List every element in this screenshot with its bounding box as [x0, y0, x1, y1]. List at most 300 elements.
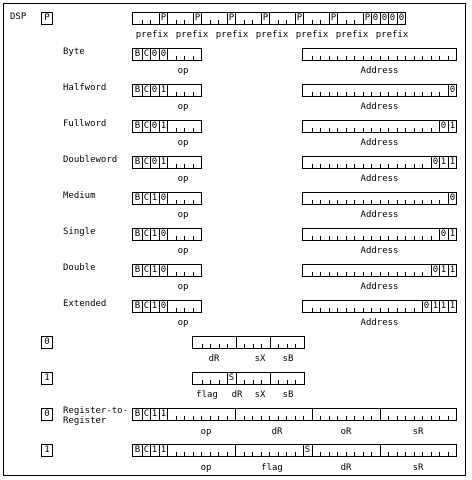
rr0-register-tick — [295, 416, 296, 420]
opcode-register-fullword-bit: 0 — [151, 121, 158, 131]
reg0-register-divider — [236, 337, 237, 348]
reg1-dr-label: dR — [231, 390, 243, 400]
opcode-register-byte-tick — [193, 56, 194, 60]
opcode-register-fullword-bit: C — [143, 121, 150, 131]
prefix-register-tick — [210, 20, 211, 24]
prefix-register-bit: 0 — [381, 13, 388, 23]
address-register-fullword-tick — [422, 128, 423, 132]
address-register-byte-tick — [431, 56, 432, 60]
address-register-medium-tick — [337, 200, 338, 204]
opcode-register-fullword-tick — [184, 128, 185, 132]
address-register-single-tick — [397, 236, 398, 240]
rr1-register-tick — [414, 452, 415, 456]
address-register-double — [302, 264, 457, 277]
opcode-register-extended-tick — [193, 308, 194, 312]
prefix-register-tick — [176, 20, 177, 24]
rr1-dr-label: dR — [340, 463, 352, 473]
address-register-double-tick — [380, 272, 381, 276]
address-register-medium-tick — [354, 200, 355, 204]
opcode-register-medium-tick — [193, 200, 194, 204]
address-register-double-tick — [414, 272, 415, 276]
address-register-single-tick — [380, 236, 381, 240]
address-register-single-tick — [354, 236, 355, 240]
rr0-register-tick — [244, 416, 245, 420]
address-register-halfword-tick — [422, 92, 423, 96]
rr0-register-tick — [252, 416, 253, 420]
opcode-register-doubleword-bit: C — [143, 157, 150, 167]
opcode-register-extended — [132, 300, 202, 313]
address-register-extended-tick — [337, 308, 338, 312]
reg0-register — [192, 336, 305, 349]
address-register-single-tick — [312, 236, 313, 240]
prefix-register-bit: P — [364, 13, 371, 23]
address-register-single-tick — [431, 236, 432, 240]
prefix-register-tick — [312, 20, 313, 24]
rr0-tag — [41, 408, 53, 421]
rr1-register-tick — [354, 452, 355, 456]
reg0-tag — [41, 336, 53, 349]
rr0-register-bit: B — [134, 409, 141, 419]
rr0-register-tick — [422, 416, 423, 420]
rr0-register-bit: 1 — [160, 409, 167, 419]
reg0-sx-label: sX — [254, 354, 266, 364]
rr1-register-tick — [218, 452, 219, 456]
address-register-double-bit: 0 — [432, 265, 439, 275]
address-register-fullword-tick — [405, 128, 406, 132]
opcode-register-single-bit: C — [143, 229, 150, 239]
opcode-register-single-tick — [193, 236, 194, 240]
prefix-register-bit: 0 — [398, 13, 405, 23]
address-register-byte — [302, 48, 457, 61]
rr0-register-tick — [269, 416, 270, 420]
address-register-byte-tick — [371, 56, 372, 60]
op-label: op — [177, 318, 189, 328]
prefix-register-tick — [320, 20, 321, 24]
op-label: op — [177, 246, 189, 256]
dsp-label: DSP — [10, 12, 27, 22]
address-register-single-tick — [422, 236, 423, 240]
address-register-single-tick — [414, 236, 415, 240]
address-register-doubleword-tick — [312, 164, 313, 168]
address-register-medium-tick — [439, 200, 440, 204]
prefix-label: prefix — [175, 30, 209, 40]
address-register-medium-bit: 0 — [449, 193, 456, 203]
rr1-register-tick — [371, 452, 372, 456]
reg0-register-tick — [253, 344, 254, 348]
address-label: Address — [360, 66, 399, 76]
opcode-register-double-bit: C — [143, 265, 150, 275]
address-register-doubleword-tick — [337, 164, 338, 168]
address-register-double-tick — [354, 272, 355, 276]
rr0-register-tick — [176, 416, 177, 420]
prefix-register-tick — [218, 20, 219, 24]
reg1-register-tick — [202, 380, 203, 384]
opcode-register-byte-bit: 0 — [160, 49, 167, 59]
opcode-register-halfword-tick — [193, 92, 194, 96]
address-register-double-tick — [363, 272, 364, 276]
rr0-op-label: op — [200, 427, 212, 437]
opcode-register-byte-bit: C — [143, 49, 150, 59]
address-register-fullword-tick — [431, 128, 432, 132]
address-register-fullword-tick — [312, 128, 313, 132]
address-register-byte-tick — [414, 56, 415, 60]
opcode-register-medium-bit: 0 — [160, 193, 167, 203]
reg0-register-tick — [219, 344, 220, 348]
opcode-register-single — [132, 228, 202, 241]
rr0-register-tick — [346, 416, 347, 420]
address-register-double-tick — [329, 272, 330, 276]
rr1-register — [132, 444, 457, 457]
rr0-register-divider — [312, 409, 313, 420]
address-register-halfword-tick — [405, 92, 406, 96]
address-register-doubleword-tick — [405, 164, 406, 168]
opcode-register-fullword-tick — [193, 128, 194, 132]
rr0-register-tick — [337, 416, 338, 420]
address-label: Address — [360, 246, 399, 256]
opcode-register-halfword-bit: 0 — [151, 85, 158, 95]
rr1-register-divider — [380, 445, 381, 456]
rr1-op-label: op — [200, 463, 212, 473]
address-register-fullword-tick — [354, 128, 355, 132]
rr0-register-tick — [261, 416, 262, 420]
address-register-double-bit: 1 — [440, 265, 447, 275]
address-register-fullword-tick — [397, 128, 398, 132]
address-register-halfword-tick — [439, 92, 440, 96]
rr1-register-tick — [244, 452, 245, 456]
address-register-medium — [302, 192, 457, 205]
address-register-fullword-bit: 0 — [440, 121, 447, 131]
address-register-single-tick — [371, 236, 372, 240]
address-register-medium-tick — [363, 200, 364, 204]
format-name-byte: Byte — [63, 47, 85, 57]
address-register-double-bit: 1 — [449, 265, 456, 275]
address-register-byte-tick — [312, 56, 313, 60]
opcode-register-extended-tick — [184, 308, 185, 312]
address-label: Address — [360, 210, 399, 220]
format-name-double: Double — [63, 263, 96, 273]
rr0-register-tick — [397, 416, 398, 420]
address-register-doubleword-tick — [329, 164, 330, 168]
address-register-double-tick — [371, 272, 372, 276]
rr0-register-divider — [380, 409, 381, 420]
rr0-register-tick — [439, 416, 440, 420]
prefix-register-tick — [150, 20, 151, 24]
prefix-register-tick — [346, 20, 347, 24]
address-register-fullword-tick — [337, 128, 338, 132]
reg1-register — [192, 372, 305, 385]
address-register-single-bit: 0 — [440, 229, 447, 239]
address-register-halfword-tick — [431, 92, 432, 96]
opcode-register-medium-tick — [184, 200, 185, 204]
prefix-register-bit: 0 — [372, 13, 379, 23]
rr1-register-tick — [286, 452, 287, 456]
address-register-medium-tick — [329, 200, 330, 204]
address-register-single-bit: 1 — [449, 229, 456, 239]
address-register-byte-tick — [329, 56, 330, 60]
address-register-double-tick — [320, 272, 321, 276]
address-register-halfword-tick — [346, 92, 347, 96]
address-register-byte-tick — [337, 56, 338, 60]
prefix-register-bit: P — [262, 13, 269, 23]
reg1-register-tick — [261, 380, 262, 384]
address-label: Address — [360, 102, 399, 112]
opcode-register-halfword-bit: 1 — [160, 85, 167, 95]
rr1-register-tick — [184, 452, 185, 456]
rr0-register-tick — [218, 416, 219, 420]
address-register-medium-tick — [414, 200, 415, 204]
reg1-register-tick — [278, 380, 279, 384]
rr1-register-tick — [431, 452, 432, 456]
address-register-doubleword-tick — [371, 164, 372, 168]
address-register-fullword-tick — [414, 128, 415, 132]
opcode-register-double-tick — [193, 272, 194, 276]
address-label: Address — [360, 174, 399, 184]
address-register-byte-tick — [363, 56, 364, 60]
address-register-extended-tick — [354, 308, 355, 312]
rr0-register-tick — [371, 416, 372, 420]
rr0-register-tick — [431, 416, 432, 420]
prefix-register — [132, 12, 406, 25]
address-register-medium-tick — [388, 200, 389, 204]
prefix-label: prefix — [335, 30, 369, 40]
prefix-label: prefix — [215, 30, 249, 40]
opcode-register-single-bit: 0 — [160, 229, 167, 239]
rr0-register-tick — [363, 416, 364, 420]
rr0-register-tick — [414, 416, 415, 420]
rr0-register-tick — [286, 416, 287, 420]
opcode-register-byte — [132, 48, 202, 61]
rr1-register-tick — [363, 452, 364, 456]
address-register-extended-tick — [329, 308, 330, 312]
opcode-register-double — [132, 264, 202, 277]
rr0-register-tick — [193, 416, 194, 420]
reg0-register-tick — [295, 344, 296, 348]
address-register-fullword-tick — [388, 128, 389, 132]
opcode-register-doubleword-tick — [193, 164, 194, 168]
address-register-extended-bit: 0 — [423, 301, 430, 311]
rr1-register-divider — [312, 445, 313, 456]
reg1-sx-label: sX — [254, 390, 266, 400]
prefix-register-tick — [252, 20, 253, 24]
address-register-extended-tick — [346, 308, 347, 312]
rr0-register-tick — [329, 416, 330, 420]
prefix-register-tick — [278, 20, 279, 24]
rr1-tag-text: 1 — [44, 445, 50, 455]
reg0-register-tick — [202, 344, 203, 348]
format-name-extended: Extended — [63, 299, 107, 309]
format-name-fullword: Fullword — [63, 119, 107, 129]
prefix-register-tick — [184, 20, 185, 24]
rr0-register-divider — [235, 409, 236, 420]
rr1-register-tick — [176, 452, 177, 456]
prefix-register-bit: P — [296, 13, 303, 23]
rr1-register-tick — [269, 452, 270, 456]
address-register-extended-tick — [363, 308, 364, 312]
address-register-medium-tick — [346, 200, 347, 204]
opcode-register-medium — [132, 192, 202, 205]
opcode-register-doubleword-bit: 1 — [160, 157, 167, 167]
reg1-register-tick — [210, 380, 211, 384]
reg1-register-divider — [270, 373, 271, 384]
address-register-extended-tick — [320, 308, 321, 312]
op-label: op — [177, 282, 189, 292]
reg1-register-tick — [287, 380, 288, 384]
prefix-label: prefix — [255, 30, 289, 40]
opcode-register-byte-tick — [176, 56, 177, 60]
opcode-register-fullword-tick — [176, 128, 177, 132]
rr1-tag — [41, 444, 53, 457]
opcode-register-double-bit: 0 — [160, 265, 167, 275]
address-register-extended-bit: 1 — [440, 301, 447, 311]
address-register-halfword-tick — [320, 92, 321, 96]
address-register-single — [302, 228, 457, 241]
opcode-register-double-tick — [176, 272, 177, 276]
address-register-fullword-tick — [320, 128, 321, 132]
address-register-extended-tick — [397, 308, 398, 312]
address-register-halfword-tick — [354, 92, 355, 96]
opcode-register-medium-bit: C — [143, 193, 150, 203]
format-name-halfword: Halfword — [63, 83, 107, 93]
reg1-sb-label: sB — [282, 390, 294, 400]
address-register-halfword-tick — [337, 92, 338, 96]
rr1-register-tick — [346, 452, 347, 456]
prefix-register-tick — [286, 20, 287, 24]
address-register-fullword — [302, 120, 457, 133]
address-register-single-tick — [388, 236, 389, 240]
opcode-register-extended-bit: B — [134, 301, 141, 311]
rr1-register-bit: 1 — [160, 445, 167, 455]
rr0-dr-label: dR — [271, 427, 283, 437]
address-register-double-tick — [346, 272, 347, 276]
rr1-register-tick — [405, 452, 406, 456]
address-register-byte-tick — [354, 56, 355, 60]
address-register-double-tick — [337, 272, 338, 276]
opcode-register-doubleword-bit: 0 — [151, 157, 158, 167]
rr1-register-tick — [448, 452, 449, 456]
opcode-register-single-bit: 1 — [151, 229, 158, 239]
rr1-register-tick — [227, 452, 228, 456]
address-register-fullword-tick — [329, 128, 330, 132]
opcode-register-halfword — [132, 84, 202, 97]
opcode-register-double-tick — [184, 272, 185, 276]
address-register-halfword-tick — [397, 92, 398, 96]
rr1-register-bit: S — [304, 445, 311, 455]
opcode-register-doubleword — [132, 156, 202, 169]
address-register-medium-tick — [422, 200, 423, 204]
prefix-register-bit: P — [160, 13, 167, 23]
prefix-register-tick — [142, 20, 143, 24]
reg1-flag-label: flag — [196, 390, 218, 400]
rr0-register-tick — [227, 416, 228, 420]
prefix-label: prefix — [135, 30, 169, 40]
rr0-register-tick — [184, 416, 185, 420]
address-register-doubleword-tick — [380, 164, 381, 168]
opcode-register-halfword-bit: C — [143, 85, 150, 95]
address-register-fullword-tick — [346, 128, 347, 132]
rr0-tag-text: 0 — [44, 409, 50, 419]
rr0-name-line2: Register — [63, 416, 107, 426]
opcode-register-fullword-bit: B — [134, 121, 141, 131]
reg0-register-tick — [210, 344, 211, 348]
address-register-halfword — [302, 84, 457, 97]
opcode-register-doubleword-bit: B — [134, 157, 141, 167]
opcode-register-extended-bit: 1 — [151, 301, 158, 311]
rr1-register-tick — [337, 452, 338, 456]
rr1-register-tick — [201, 452, 202, 456]
rr0-register-tick — [278, 416, 279, 420]
address-register-extended-tick — [380, 308, 381, 312]
address-register-extended-bit: 1 — [432, 301, 439, 311]
address-register-double-tick — [312, 272, 313, 276]
rr0-register-tick — [354, 416, 355, 420]
rr0-register — [132, 408, 457, 421]
address-register-medium-tick — [405, 200, 406, 204]
address-register-byte-tick — [448, 56, 449, 60]
rr1-register-tick — [320, 452, 321, 456]
address-label: Address — [360, 282, 399, 292]
op-label: op — [177, 174, 189, 184]
reg0-register-tick — [244, 344, 245, 348]
address-register-extended-tick — [388, 308, 389, 312]
reg0-sb-label: sB — [282, 354, 294, 364]
address-register-extended-bit: 1 — [449, 301, 456, 311]
prefix-register-tick — [244, 20, 245, 24]
address-register-halfword-tick — [312, 92, 313, 96]
prefix-register-bit: P — [194, 13, 201, 23]
address-register-doubleword-bit: 1 — [449, 157, 456, 167]
rr1-register-tick — [329, 452, 330, 456]
opcode-register-double-bit: 1 — [151, 265, 158, 275]
address-register-fullword-bit: 1 — [449, 121, 456, 131]
rr0-register-tick — [201, 416, 202, 420]
opcode-register-byte-bit: 0 — [151, 49, 158, 59]
op-label: op — [177, 210, 189, 220]
address-register-doubleword-tick — [346, 164, 347, 168]
address-register-double-tick — [422, 272, 423, 276]
rr0-register-tick — [303, 416, 304, 420]
address-register-doubleword-bit: 0 — [432, 157, 439, 167]
rr0-register-tick — [405, 416, 406, 420]
opcode-register-single-tick — [176, 236, 177, 240]
opcode-register-halfword-tick — [176, 92, 177, 96]
opcode-register-doubleword-tick — [176, 164, 177, 168]
address-register-doubleword-tick — [354, 164, 355, 168]
address-register-doubleword-tick — [388, 164, 389, 168]
address-register-halfword-tick — [363, 92, 364, 96]
rr0-register-tick — [320, 416, 321, 420]
address-register-extended-tick — [312, 308, 313, 312]
address-register-fullword-tick — [371, 128, 372, 132]
op-label: op — [177, 66, 189, 76]
address-register-single-tick — [337, 236, 338, 240]
rr0-register-tick — [210, 416, 211, 420]
address-register-single-tick — [329, 236, 330, 240]
address-register-byte-tick — [397, 56, 398, 60]
rr0-register-tick — [448, 416, 449, 420]
format-name-doubleword: Doubleword — [63, 155, 118, 165]
address-register-single-tick — [346, 236, 347, 240]
opcode-register-medium-bit: 1 — [151, 193, 158, 203]
reg0-register-tick — [261, 344, 262, 348]
opcode-register-extended-bit: C — [143, 301, 150, 311]
opcode-register-fullword-bit: 1 — [160, 121, 167, 131]
opcode-register-byte-bit: B — [134, 49, 141, 59]
opcode-register-extended-tick — [176, 308, 177, 312]
address-register-halfword-tick — [329, 92, 330, 96]
address-register-halfword-tick — [380, 92, 381, 96]
rr1-register-tick — [388, 452, 389, 456]
opcode-register-single-tick — [184, 236, 185, 240]
